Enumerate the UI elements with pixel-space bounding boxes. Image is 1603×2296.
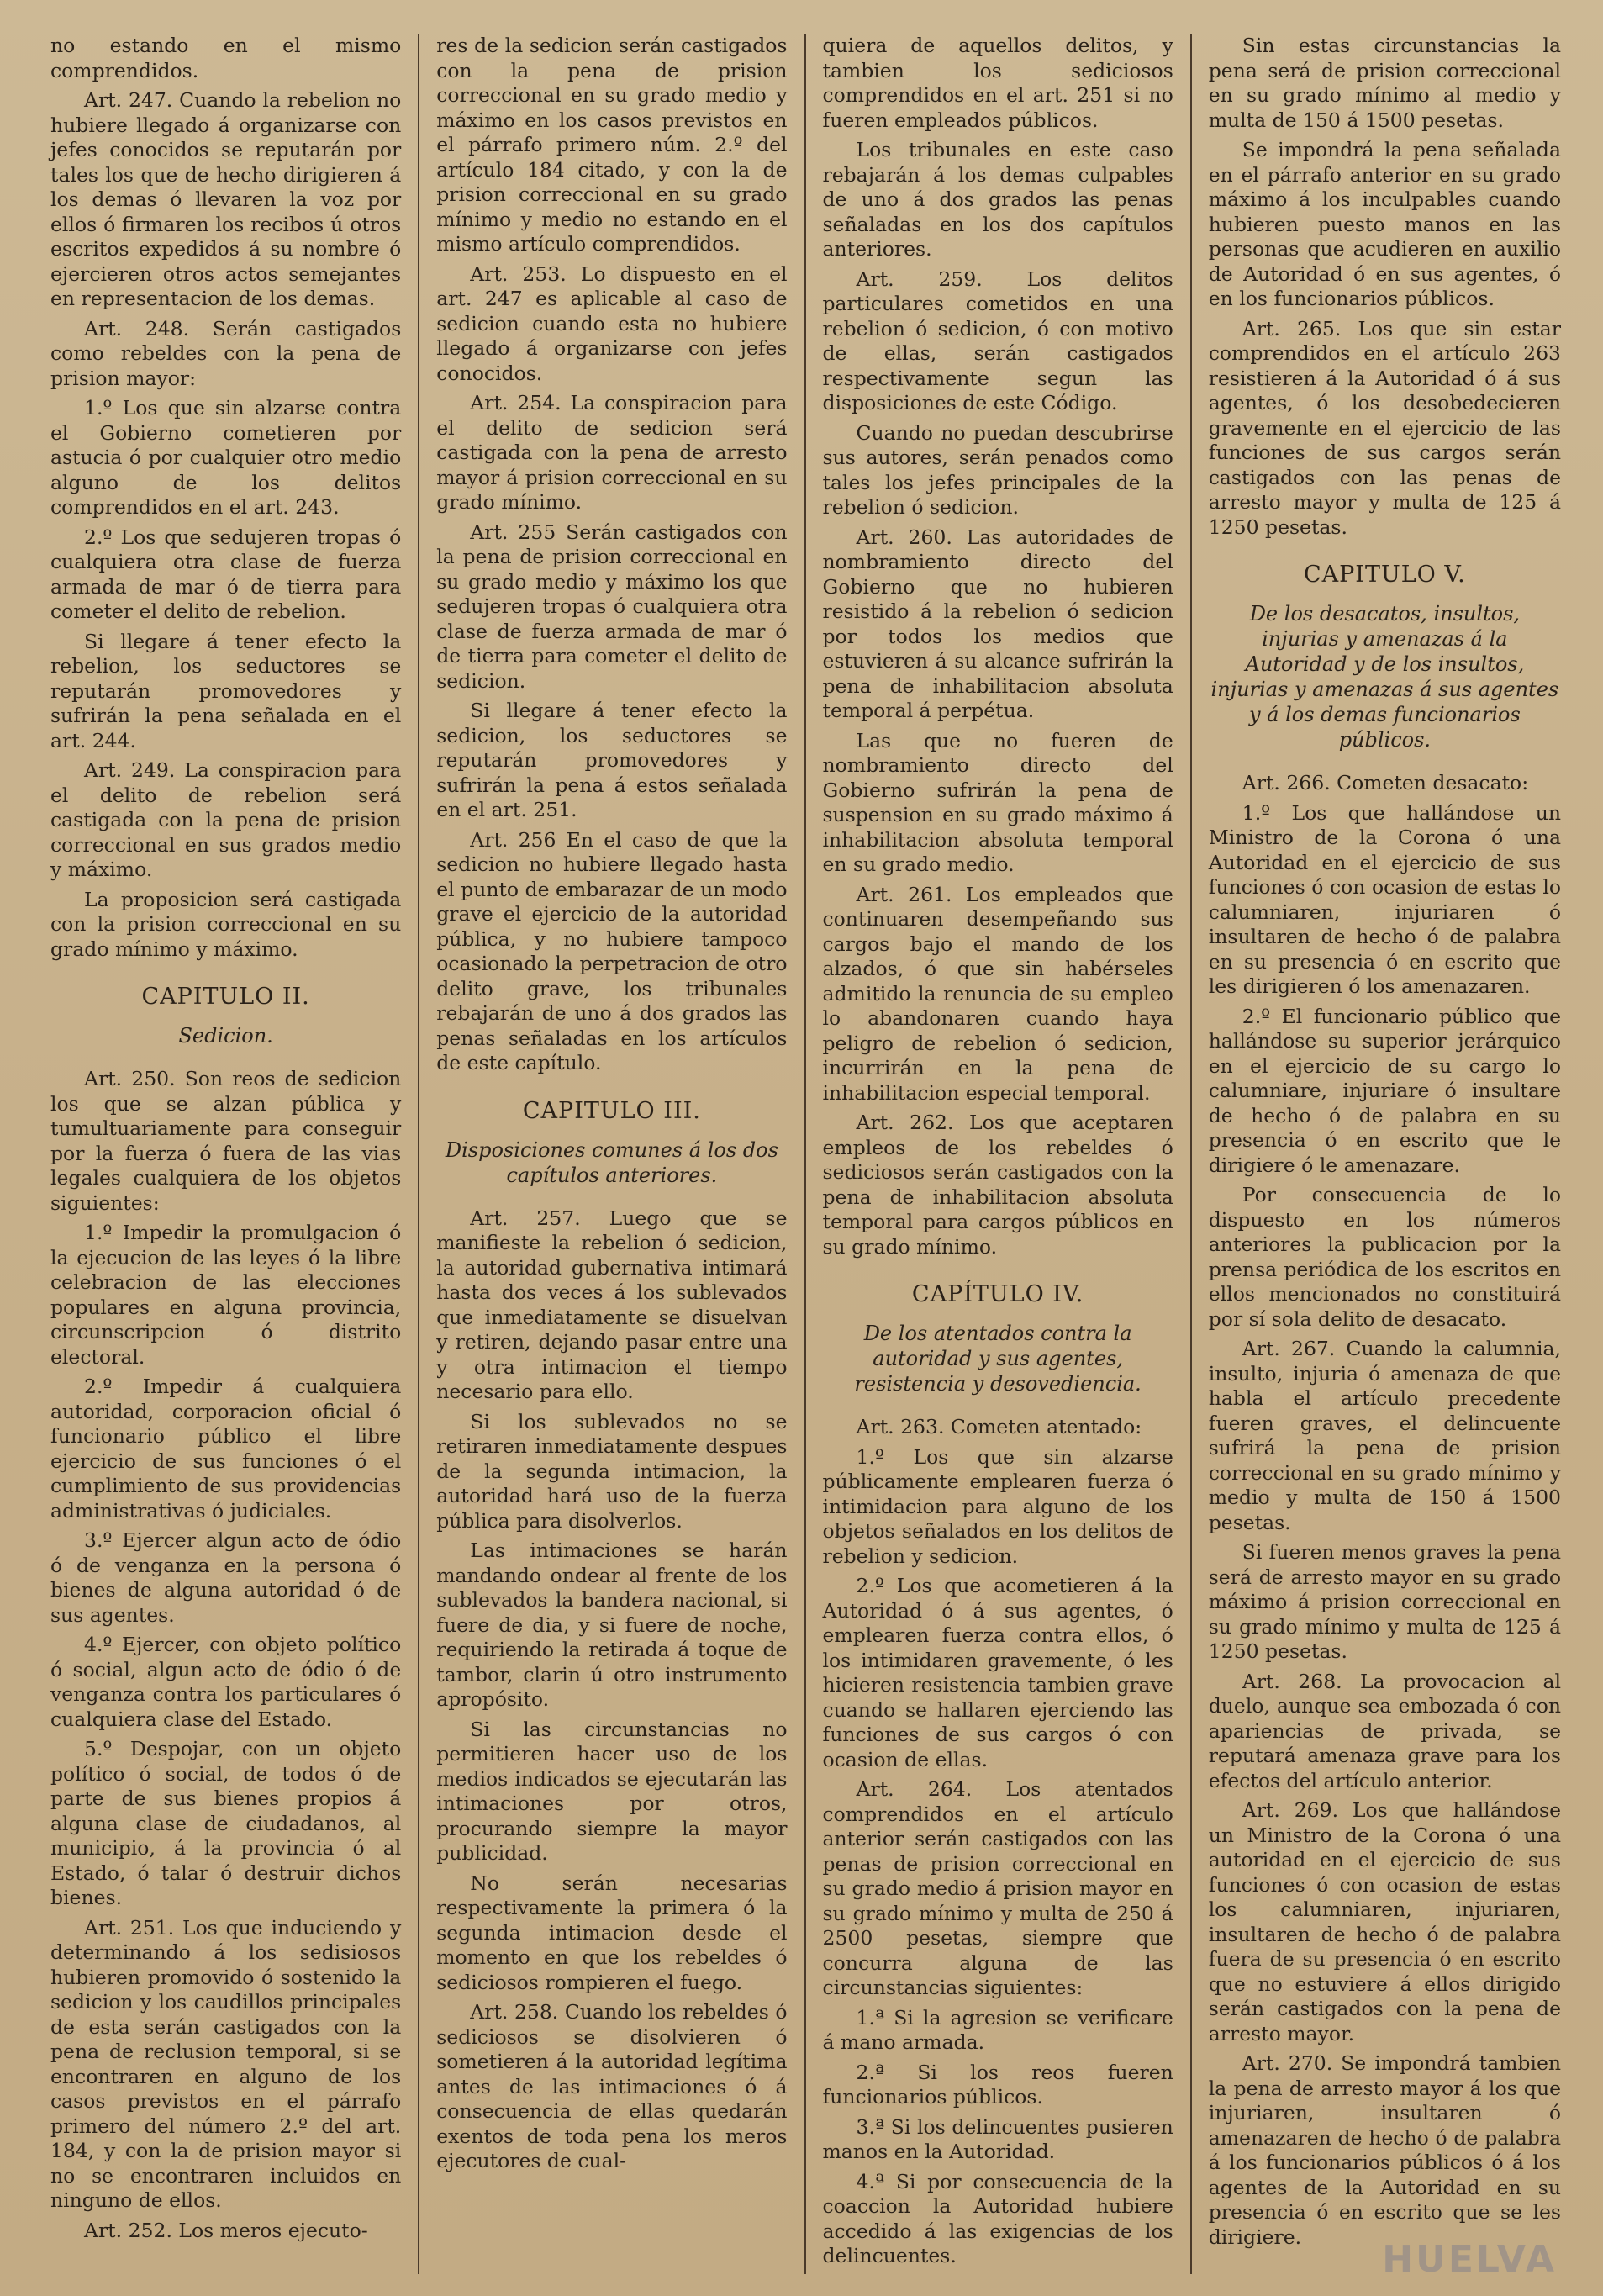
paragraph: Sin estas circunstancias la pena será de prision correccional en su grado mínimo al medio y multa de 150 á 1500 pesetas. <box>1208 34 1561 132</box>
chapter-heading: CAPITULO V. <box>1303 562 1466 588</box>
paragraph: No serán necesarias respectivamente la primera ó la segunda intimacion desde el momento en que los rebeldes ó sediciosos rompieren el fuego. <box>436 1871 788 1994</box>
chapter-heading: CAPITULO II. <box>141 984 310 1010</box>
paragraph: 1.º Los que hallándose un Ministro de la Corona ó una Autoridad en el ejercicio de sus funciones ó con ocasion de estas lo calumniaren, injuriaren ó insultaren de hecho ó de palabra en su presencia ó en escrito que les dirigieren ó los amenazaren. <box>1208 800 1561 998</box>
paragraph: 3.ª Si los delincuentes pusieren manos en la Autoridad. <box>822 2114 1173 2163</box>
paragraph: 2.ª Si los reos fueren funcionarios públicos. <box>822 2060 1173 2109</box>
chapter-subtitle: Disposiciones comunes á los dos capítulos anteriores. <box>445 1137 778 1187</box>
chapter-subtitle: Sedicion. <box>178 1024 273 1048</box>
paragraph: Art. 259. Los delitos particulares cometidos en una rebelion ó sedicion, ó con motivo de ellas, serán castigados respectivamente segun las disposiciones de este Código. <box>822 267 1173 414</box>
paragraph: Art. 257. Luego que se manifieste la rebelion ó sedicion, la autoridad gubernativa intimará hasta dos veces á los sublevados que inmediatamente se disuelvan y retiren, dejando pasar entre una y otra intimacion el tiempo necesario para ello. <box>436 1206 788 1403</box>
paragraph: Art. 258. Cuando los rebeldes ó sediciosos se disolvieren ó sometieren á la autoridad legítima antes de las intimaciones ó á consecuencia de ellas quedarán exentos de toda pena los meros ejecutores de cual- <box>436 2000 788 2172</box>
paragraph: La proposicion será castigada con la prision correccional en su grado mínimo y máximo. <box>50 887 402 961</box>
paragraph: 2.º Los que sedujeren tropas ó cualquiera otra clase de fuerza armada de mar ó de tierra para cometer el delito de rebelion. <box>50 525 402 623</box>
paragraph: Art. 254. La conspiracion para el delito de sedicion será castigada con la pena de arresto mayor á prision correccional en su grado mínimo. <box>436 391 788 514</box>
column-2 <box>419 34 805 2274</box>
paragraph: Art. 261. Los empleados que continuaren desempeñando sus cargos bajo el mando de los alzados, ó que sin habérseles admitido la renuncia de su empleo lo abandonaren cuando haya peligro de rebelion ó sedicion, incurrirán en la pena de inhabilitacion especial temporal. <box>822 882 1173 1105</box>
paragraph: no estando en el mismo comprendidos. <box>50 34 402 82</box>
paragraph: 2.º Los que acometieren á la Autoridad ó á sus agentes, ó emplearen fuerza contra ellos, ó los intimidaren gravemente, ó les hicieren resistencia tambien grave cuando se hallaren ejerciendo las funciones de sus cargos ó con ocasion de ellas. <box>822 1574 1173 1771</box>
paragraph: Cuando no puedan descubrirse sus autores, serán penados como tales los jefes principales de la rebelion ó sedicion. <box>822 420 1173 519</box>
paragraph: Art. 270. Se impondrá tambien la pena de arresto mayor á los que injuriaren, insultaren ó amenazaren de hecho ó de palabra á los funcionarios públicos ó á los agentes de la Autoridad en su presencia ó en escrito que se les dirigiere. <box>1208 2051 1561 2249</box>
paragraph: Si las circunstancias no permitieren hacer uso de los medios indicados se ejecutarán las intimaciones por otros, procurando siempre la mayor publicidad. <box>436 1717 788 1865</box>
paragraph: 3.º Ejercer algun acto de ódio ó de venganza en la persona ó bienes de alguna autoridad ó de sus agentes. <box>50 1528 402 1627</box>
paragraph: Si llegare á tener efecto la rebelion, los seductores se reputarán promovedores y sufrirán la pena señalada en el art. 244. <box>50 629 402 752</box>
paragraph: Las que no fueren de nombramiento directo del Gobierno sufrirán la pena de suspension en su grado máximo á inhabilitacion absoluta temporal en su grado medio. <box>822 728 1173 876</box>
column-3 <box>806 34 1192 2274</box>
paragraph: Por consecuencia de lo dispuesto en los números anteriores la publicacion por la prensa periódica de los escritos en ellos mencionados no constituirá por sí sola delito de desacato. <box>1208 1183 1561 1331</box>
paragraph: Si llegare á tener efecto la sedicion, los seductores se reputarán promovedores y sufrirán la pena á estos señalada en el art. 251. <box>436 699 788 821</box>
paragraph: Art. 248. Serán castigados como rebeldes con la pena de prision mayor: <box>50 316 402 390</box>
column-1 <box>34 34 419 2274</box>
paragraph: Art. 251. Los que induciendo y determinando á los sedisiosos hubieren promovido ó sostenido la sedicion y los caudillos principales de esta serán castigados con la pena de reclusion temporal, si se encontraren en alguno de los casos previstos en el párrafo primero del número 2.º del art. 184, y con la de prision mayor si no se encontraren incluidos en ninguno de ellos. <box>50 1915 402 2212</box>
paragraph: 5.º Despojar, con un objeto político ó social, de todos ó de parte de sus bienes propios á alguna clase de ciudadanos, al municipio, á la provincia ó al Estado, ó talar ó destruir dichos bienes. <box>50 1737 402 1909</box>
paragraph: 2.º Impedir á cualquiera autoridad, corporacion oficial ó funcionario público el libre ejercicio de sus funciones ó el cumplimiento de sus providencias administrativas ó judiciales. <box>50 1375 402 1523</box>
paragraph: Art. 255 Serán castigados con la pena de prision correccional en su grado medio y máximo los que sedujeren tropas ó cualquiera otra clase de fuerza armada de mar ó de tierra para cometer el delito de sedicion. <box>436 520 788 693</box>
paragraph: Las intimaciones se harán mandando ondear al frente de los sublevados la bandera nacional, si fuere de dia, y si fuere de noche, requiriendo la retirada á toque de tambor, clarin ú otro instrumento apropósito. <box>436 1539 788 1711</box>
paragraph: 1.ª Si la agresion se verificare á mano armada. <box>822 2005 1173 2054</box>
paragraph: res de la sedicion serán castigados con la pena de prision correccional en su grado medio y máximo en los casos previstos en el párrafo primero núm. 2.º del artículo 184 citado, y con la de prision correccional en su grado mínimo y medio no estando en el mismo artículo comprendidos. <box>436 34 788 256</box>
paragraph: Art. 256 En el caso de que la sedicion no hubiere llegado hasta el punto de embarazar de un modo grave el ejercicio de la autoridad pública, y no hubiere tampoco ocasionado la perpetracion de otro delito grave, los tribunales rebajarán de uno á dos grados las penas señaladas en los artículos de este capítulo. <box>436 827 788 1074</box>
chapter-subtitle: De los desacatos, insultos, injurias y amenazas á la Autoridad y de los insultos, injurias y amenazas á sus agentes y á los demas funcionarios públicos. <box>1210 602 1559 752</box>
paragraph: Art. 267. Cuando la calumnia, insulto, injuria ó amenaza de que habla el artículo precedente fueren graves, el delincuente sufrirá la pena de prision correccional en su grado mínimo y medio y multa de 150 á 1500 pesetas. <box>1208 1337 1561 1534</box>
paragraph: 1.º Los que sin alzarse contra el Gobierno cometieren por astucia ó por cualquier otro medio alguno de los delitos comprendidos en el art. 243. <box>50 396 402 519</box>
paragraph: Art. 253. Lo dispuesto en el art. 247 es aplicable al caso de sedicion cuando esta no hubiere llegado á organizarse con jefes conocidos. <box>436 261 788 385</box>
paragraph: Art. 262. Los que aceptaren empleos de los rebeldes ó sediciosos serán castigados con la pena de inhabilitacion absoluta temporal para cargos públicos en su grado mínimo. <box>822 1111 1173 1259</box>
paragraph: 4.ª Si por consecuencia de la coaccion la Autoridad hubiere accedido á las exigencias de los delincuentes. <box>822 2169 1173 2267</box>
chapter-subtitle: De los atentados contra la autoridad y sus agentes, resistencia y desovediencia. <box>854 1322 1142 1396</box>
paragraph: Art. 249. La conspiracion para el delito de rebelion será castigada con la pena de prision correccional en sus grados medio y máximo. <box>50 758 402 881</box>
column-4 <box>1192 34 1578 2274</box>
paragraph: Art. 264. Los atentados comprendidos en el artículo anterior serán castigados con las penas de prision correccional en su grado medio á prision mayor en su grado mínimo y multa de 250 á 2500 pesetas, siempre que concurra alguna de las circunstancias siguientes: <box>822 1777 1173 1999</box>
paragraph: quiera de aquellos delitos, y tambien los sediciosos comprendidos en el art. 251 si no fueren empleados públicos. <box>822 34 1173 132</box>
paragraph: Si fueren menos graves la pena será de arresto mayor en su grado máximo á prision correccional en su grado mínimo y multa de 125 á 1250 pesetas. <box>1208 1540 1561 1663</box>
paragraph: Art. 266. Cometen desacato: <box>1242 771 1529 794</box>
paragraph: Si los sublevados no se retiraren inmediatamente despues de la segunda intimacion, la autoridad hará uso de la fuerza pública para disolverlos. <box>436 1409 788 1533</box>
paragraph: Art. 269. Los que hallándose un Ministro de la Corona ó una autoridad en el ejercicio de sus funciones ó con ocasion de estas los calumniaren, injuriaren, insultaren de hecho ó de palabra fuera de su presencia ó en escrito que no estuviere á ellos dirigido serán castigados con la pena de arresto mayor. <box>1208 1798 1561 2045</box>
paragraph: Art. 265. Los que sin estar comprendidos en el artículo 263 resistieren á la Autoridad ó á sus agentes, ó los desobedecieren gravemente en el ejercicio de las funciones de sus cargos serán castigados con las penas de arresto mayor y multa de 125 á 1250 pesetas. <box>1208 316 1561 539</box>
chapter-heading: CAPÍTULO IV. <box>911 1281 1084 1307</box>
paragraph: Art. 260. Las autoridades de nombramiento directo del Gobierno que no hubieren resistido á la rebelion ó sedicion por todos los medios que estuvieren á su alcance sufrirán la pena de inhabilitacion absoluta temporal á perpétua. <box>822 525 1173 722</box>
chapter-heading: CAPITULO III. <box>522 1097 701 1124</box>
paragraph: 4.º Ejercer, con objeto político ó social, algun acto de ódio ó de venganza contra los particulares ó cualquiera clase del Estado. <box>50 1633 402 1731</box>
paragraph: Art. 247. Cuando la rebelion no hubiere llegado á organizarse con jefes conocidos se reputarán por tales los que de hecho dirigieren á los demas ó llevaren la voz por ellos ó firmaren los recibos ú otros escritos expedidos á su nombre ó ejercieren otros actos semejantes en representacion de los demas. <box>50 88 402 310</box>
paragraph: Art. 268. La provocacion al duelo, aunque sea embozada ó con apariencias de privada, se reputará amenaza grave para los efectos del artículo anterior. <box>1208 1669 1561 1792</box>
paragraph: Los tribunales en este caso rebajarán á los demas culpables de uno á dos grados las penas señaladas en los dos capítulos anteriores. <box>822 138 1173 261</box>
paragraph: Art. 250. Son reos de sedicion los que se alzan pública y tumultuariamente para conseguir por la fuerza ó fuera de las vias legales cualquiera de los objetos siguientes: <box>50 1067 402 1215</box>
paragraph: 1.º Los que sin alzarse públicamente emplearen fuerza ó intimidacion para alguno de los objetos señalados en los delitos de rebelion y sedicion. <box>822 1444 1173 1568</box>
paragraph: 2.º El funcionario público que hallándose su superior jerárquico en el ejercicio de su cargo lo calumniare, injuriare ó insultare de hecho ó de palabra en su presencia ó en escrito que le dirigiere ó le amenazare. <box>1208 1004 1561 1177</box>
paragraph: 1.º Impedir la promulgacion ó la ejecucion de las leyes ó la libre celebracion de las elecciones populares en alguna provincia, circunscripcion ó distrito electoral. <box>50 1221 402 1369</box>
library-watermark: HUELVA <box>1382 2238 1557 2281</box>
paragraph: Art. 252. Los meros ejecuto- <box>84 2218 368 2242</box>
paragraph: Art. 263. Cometen atentado: <box>856 1415 1142 1438</box>
paragraph: Se impondrá la pena señalada en el párrafo anterior en su grado máximo á los inculpables cuando hubieren puesto manos en las personas que acudieren en auxilio de Autoridad ó en sus agentes, ó en los funcionarios públicos. <box>1208 138 1561 310</box>
